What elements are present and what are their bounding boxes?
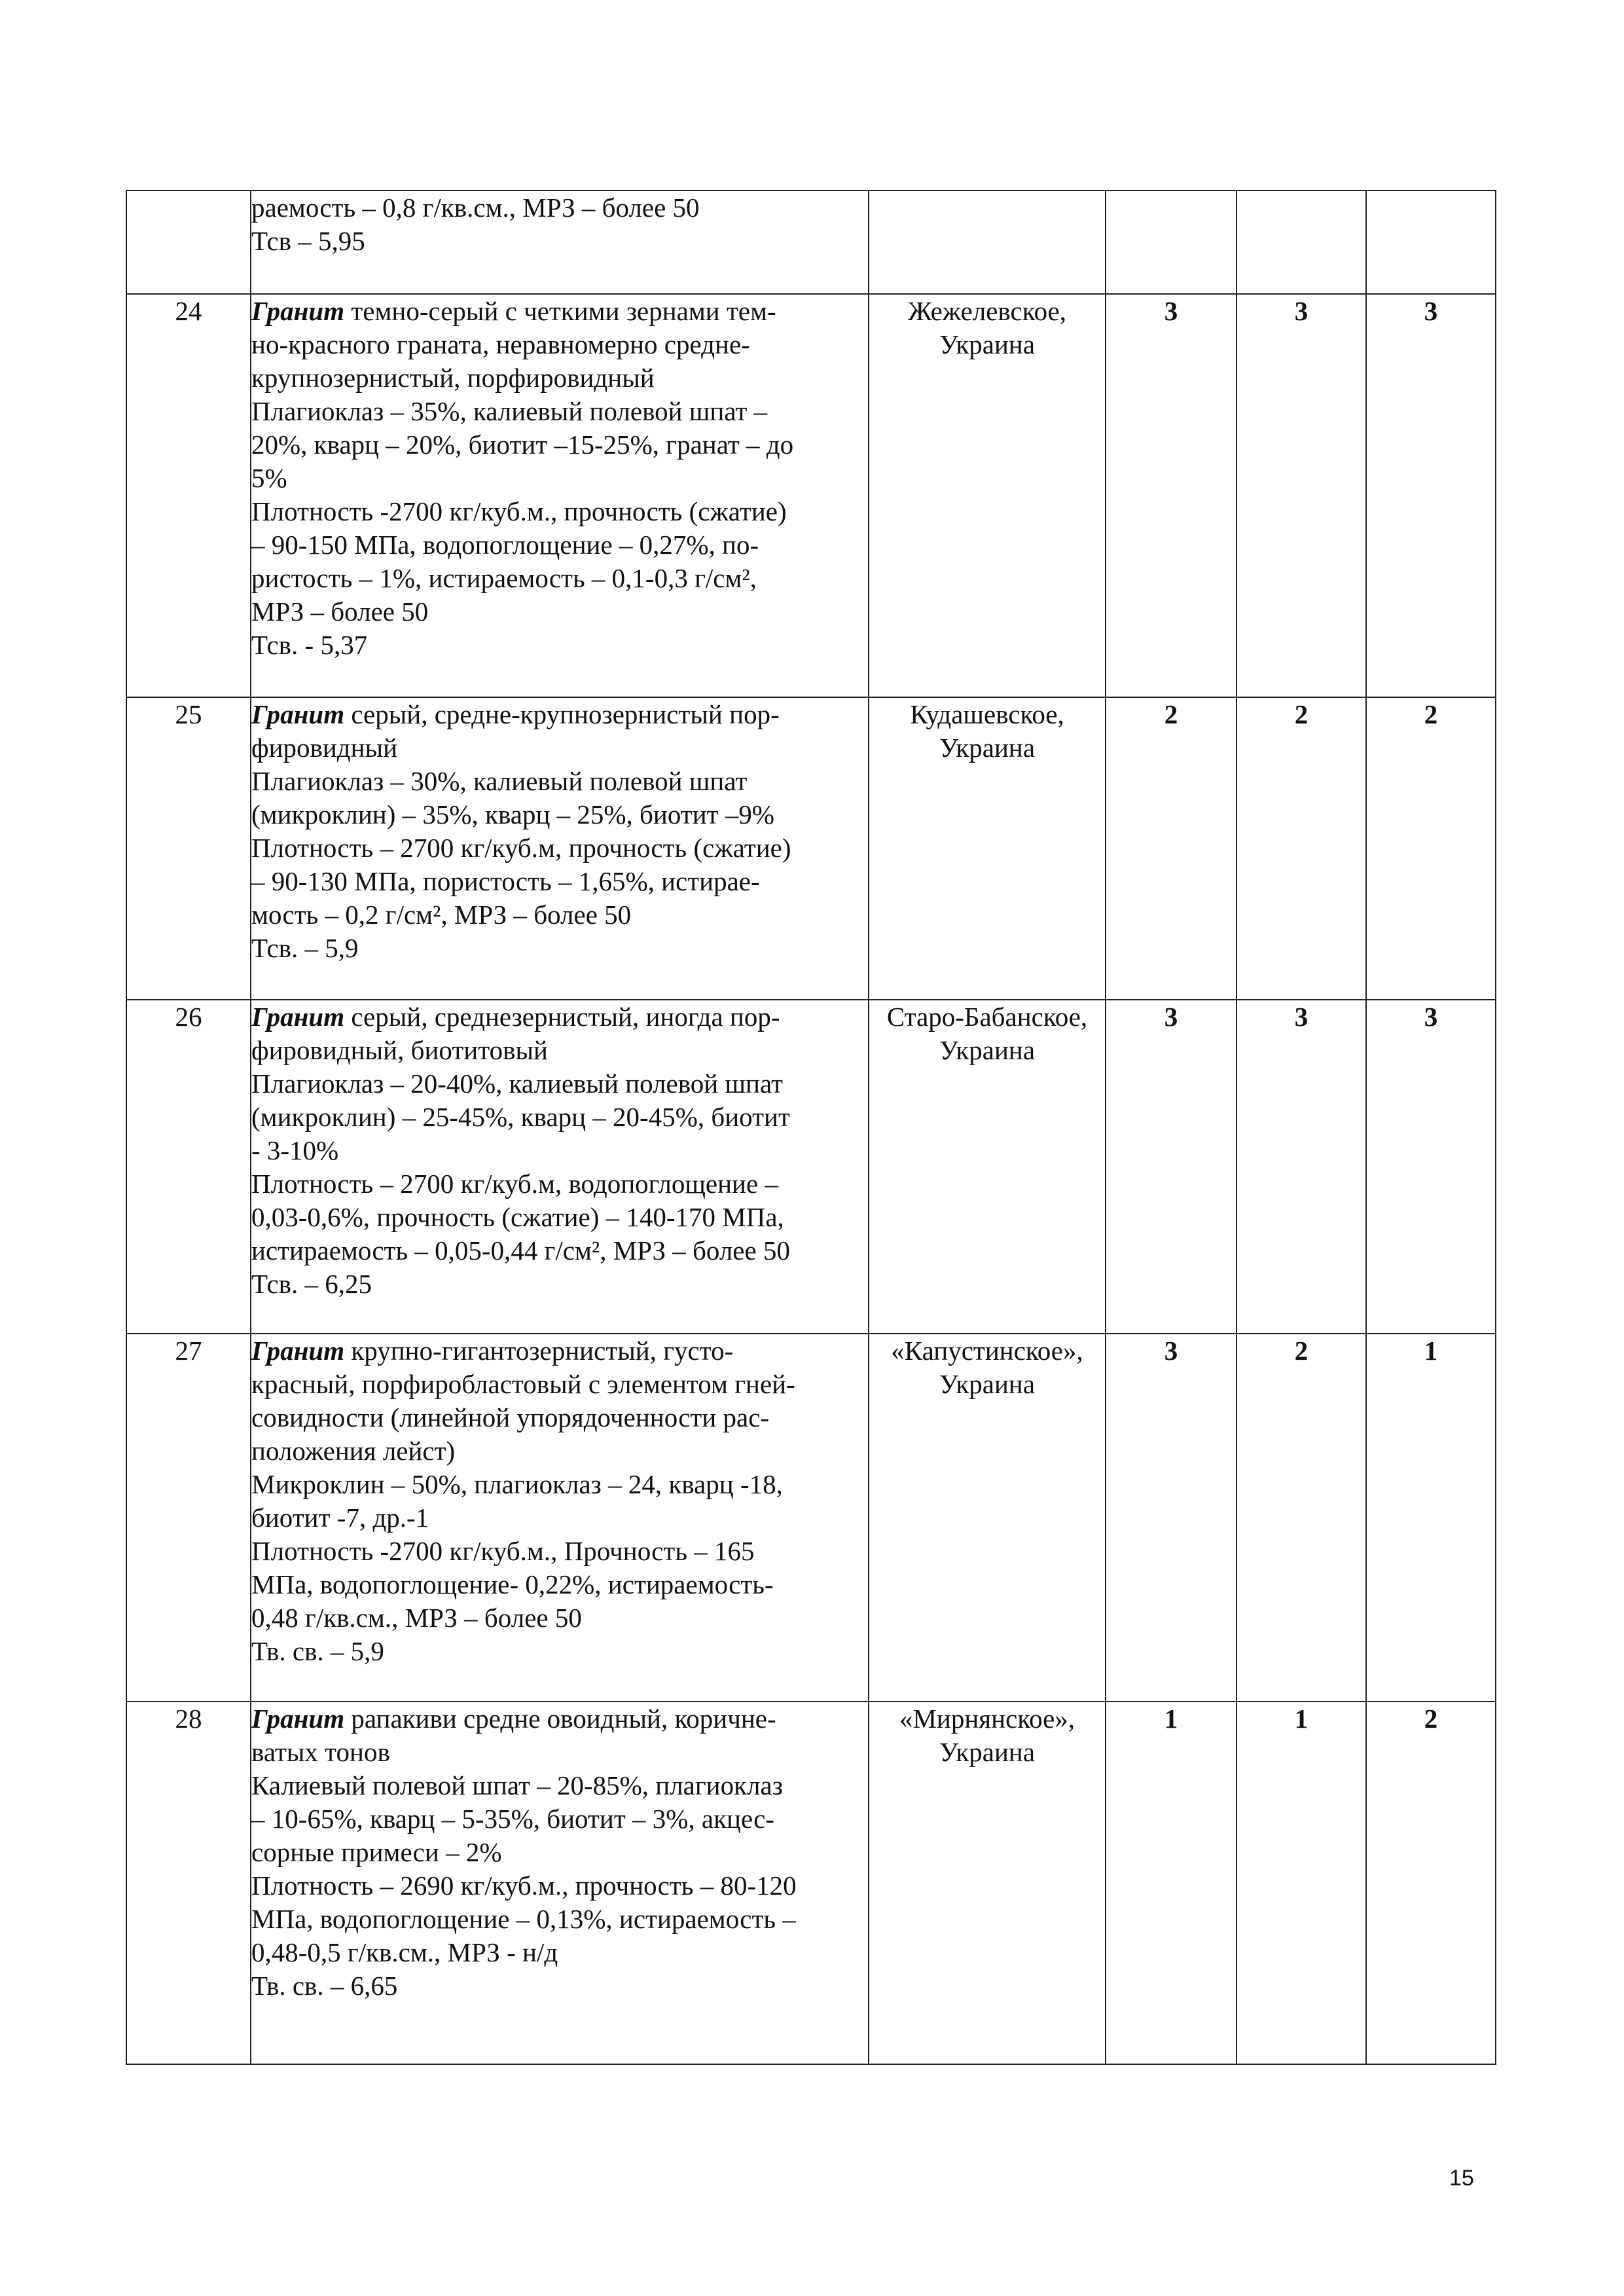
- description-line: крупнозернистый, порфировидный: [251, 363, 655, 393]
- row-number-cell: [126, 191, 251, 294]
- description-line: мость – 0,2 г/см², МРЗ – более 50: [251, 900, 632, 930]
- description-line: Плагиоклаз – 20-40%, калиевый полевой шпат: [251, 1068, 784, 1099]
- deposit-country: Украина: [939, 329, 1036, 359]
- stone-type: Гранит: [251, 1704, 345, 1734]
- deposit-name: «Капустинское»,: [891, 1336, 1083, 1366]
- deposit-cell: [869, 1334, 1106, 1702]
- row-number: 24: [126, 294, 251, 697]
- stone-type: Гранит: [251, 1336, 345, 1366]
- description-line: (микроклин) – 25-45%, кварц – 20-45%, биотит: [251, 1102, 790, 1132]
- deposit-name: Жежелевское,: [907, 296, 1067, 326]
- table-row-27: [126, 1334, 1496, 1702]
- score-cell-1: 3: [1106, 294, 1236, 697]
- row-number: 26: [126, 1000, 251, 1334]
- table-row-26: [126, 1000, 1496, 1334]
- description-line: истираемость – 0,05-0,44 г/см², МРЗ – более 50: [251, 1235, 790, 1266]
- description-line: - 3-10%: [251, 1135, 339, 1165]
- table-row-continuation: [126, 191, 1496, 294]
- score-cell-3: 2: [1366, 697, 1496, 1000]
- description-line: (микроклин) – 35%, кварц – 25%, биотит –9%: [251, 799, 774, 829]
- description-line: положения лейст): [251, 1436, 456, 1466]
- table-row-24: [126, 294, 1496, 697]
- row-number: 27: [126, 1334, 251, 1702]
- score-cell-1: 1: [1106, 1702, 1236, 2064]
- score-cell-2: 3: [1236, 294, 1366, 697]
- row-number: 25: [126, 697, 251, 1000]
- description-line: Калиевый полевой шпат – 20-85%, плагиоклаз: [251, 1770, 783, 1800]
- description-cell: [251, 294, 869, 697]
- description-line: 20%, кварц – 20%, биотит –15-25%, гранат – до: [251, 429, 794, 460]
- score-cell-3: 2: [1366, 1702, 1496, 2064]
- row-number: 28: [126, 1702, 251, 2064]
- description-line: МПа, водопоглощение- 0,22%, истираемость-: [251, 1569, 774, 1599]
- score-cell-3: 3: [1366, 1000, 1496, 1334]
- stone-type: Гранит: [251, 1002, 345, 1032]
- score-cell-1: [1106, 191, 1236, 294]
- score-cell-1: 3: [1106, 1334, 1236, 1702]
- description-line: серый, среднезернистый, иногда пор-: [344, 1002, 780, 1032]
- description-line: Тсв – 5,95: [251, 226, 365, 256]
- stone-type: Гранит: [251, 699, 345, 729]
- deposit-cell: [869, 1000, 1106, 1334]
- description-line: Тв. св. – 6,65: [251, 1971, 398, 2001]
- deposit-country: Украина: [939, 733, 1036, 763]
- table-row-25: [126, 697, 1496, 1000]
- description-line: Плагиоклаз – 30%, калиевый полевой шпат: [251, 766, 748, 796]
- description-line: – 90-150 МПа, водопоглощение – 0,27%, по-: [251, 530, 759, 560]
- description-cell: [251, 697, 869, 1000]
- description-line: Тсв. – 5,9: [251, 933, 359, 963]
- description-line: – 10-65%, кварц – 5-35%, биотит – 3%, акцес-: [251, 1804, 775, 1834]
- table-row-28: [126, 1702, 1496, 2064]
- description-cell: [251, 191, 869, 294]
- description-line: Микроклин – 50%, плагиоклаз – 24, кварц -18,: [251, 1469, 783, 1499]
- description-line: Тсв. - 5,37: [251, 630, 368, 660]
- description-line: Плотность – 2700 кг/куб.м, прочность (сжатие): [251, 833, 791, 863]
- description-line: ристость – 1%, истираемость – 0,1-0,3 г/см²,: [251, 563, 757, 593]
- deposit-name: Старо-Бабанское,: [886, 1002, 1088, 1032]
- description-line: ватых тонов: [251, 1737, 390, 1767]
- score-cell-2: 2: [1236, 1334, 1366, 1702]
- description-cell: [251, 1702, 869, 2064]
- deposit-cell: [869, 191, 1106, 294]
- deposit-name: Кудашевское,: [910, 699, 1064, 729]
- stone-table: [126, 190, 1496, 2065]
- score-cell-2: 3: [1236, 1000, 1366, 1334]
- description-line: Плотность – 2690 кг/куб.м., прочность – 80-120: [251, 1870, 797, 1901]
- description-line: МРЗ – более 50: [251, 596, 429, 627]
- deposit-country: Украина: [939, 1737, 1036, 1767]
- score-cell-1: 2: [1106, 697, 1236, 1000]
- score-cell-3: 3: [1366, 294, 1496, 697]
- description-line: фировидный, биотитовый: [251, 1035, 548, 1065]
- description-line: 0,48-0,5 г/кв.см., МРЗ - н/д: [251, 1937, 558, 1967]
- stone-type: Гранит: [251, 296, 345, 326]
- description-line: рапакиви средне овоидный, коричне-: [344, 1704, 776, 1734]
- deposit-country: Украина: [939, 1035, 1036, 1065]
- description-line: 5%: [251, 463, 287, 493]
- description-line: Тсв. – 6,25: [251, 1269, 372, 1299]
- description-line: Плотность -2700 кг/куб.м., прочность (сжатие): [251, 496, 787, 526]
- score-cell-1: 3: [1106, 1000, 1236, 1334]
- description-line: серый, средне-крупнозернистый пор-: [344, 699, 780, 729]
- description-line: 0,03-0,6%, прочность (сжатие) – 140-170 МПа,: [251, 1202, 784, 1232]
- description-line: Тв. св. – 5,9: [251, 1636, 384, 1666]
- description-line: красный, порфиробластовый с элементом гней-: [251, 1369, 795, 1399]
- description-line: МПа, водопоглощение – 0,13%, истираемость –: [251, 1904, 796, 1934]
- score-cell-2: 1: [1236, 1702, 1366, 2064]
- deposit-country: Украина: [939, 1369, 1036, 1399]
- description-cell: [251, 1000, 869, 1334]
- description-line: но-красного граната, неравномерно средне-: [251, 329, 750, 359]
- score-cell-2: [1236, 191, 1366, 294]
- description-line: раемость – 0,8 г/кв.см., МРЗ – более 50: [251, 192, 700, 223]
- score-cell-3: [1366, 191, 1496, 294]
- score-cell-3: 1: [1366, 1334, 1496, 1702]
- description-line: – 90-130 МПа, пористость – 1,65%, истирае-: [251, 866, 760, 896]
- description-line: совидности (линейной упорядоченности рас-: [251, 1402, 770, 1432]
- description-line: сорные примеси – 2%: [251, 1837, 502, 1867]
- deposit-cell: [869, 697, 1106, 1000]
- deposit-cell: [869, 1702, 1106, 2064]
- description-line: Плотность -2700 кг/куб.м., Прочность – 165: [251, 1536, 755, 1566]
- description-line: Плотность – 2700 кг/куб.м, водопоглощение –: [251, 1169, 778, 1199]
- description-line: темно-серый с четкими зернами тем-: [344, 296, 776, 326]
- page-number: 15: [1449, 2166, 1474, 2191]
- description-line: Плагиоклаз – 35%, калиевый полевой шпат –: [251, 396, 768, 426]
- deposit-name: «Мирнянское»,: [899, 1704, 1075, 1734]
- description-line: биотит -7, др.-1: [251, 1503, 429, 1533]
- description-line: фировидный: [251, 733, 398, 763]
- description-cell: [251, 1334, 869, 1702]
- description-line: 0,48 г/кв.см., МРЗ – более 50: [251, 1603, 582, 1633]
- deposit-cell: [869, 294, 1106, 697]
- score-cell-2: 2: [1236, 697, 1366, 1000]
- description-line: крупно-гигантозернистый, густо-: [344, 1336, 734, 1366]
